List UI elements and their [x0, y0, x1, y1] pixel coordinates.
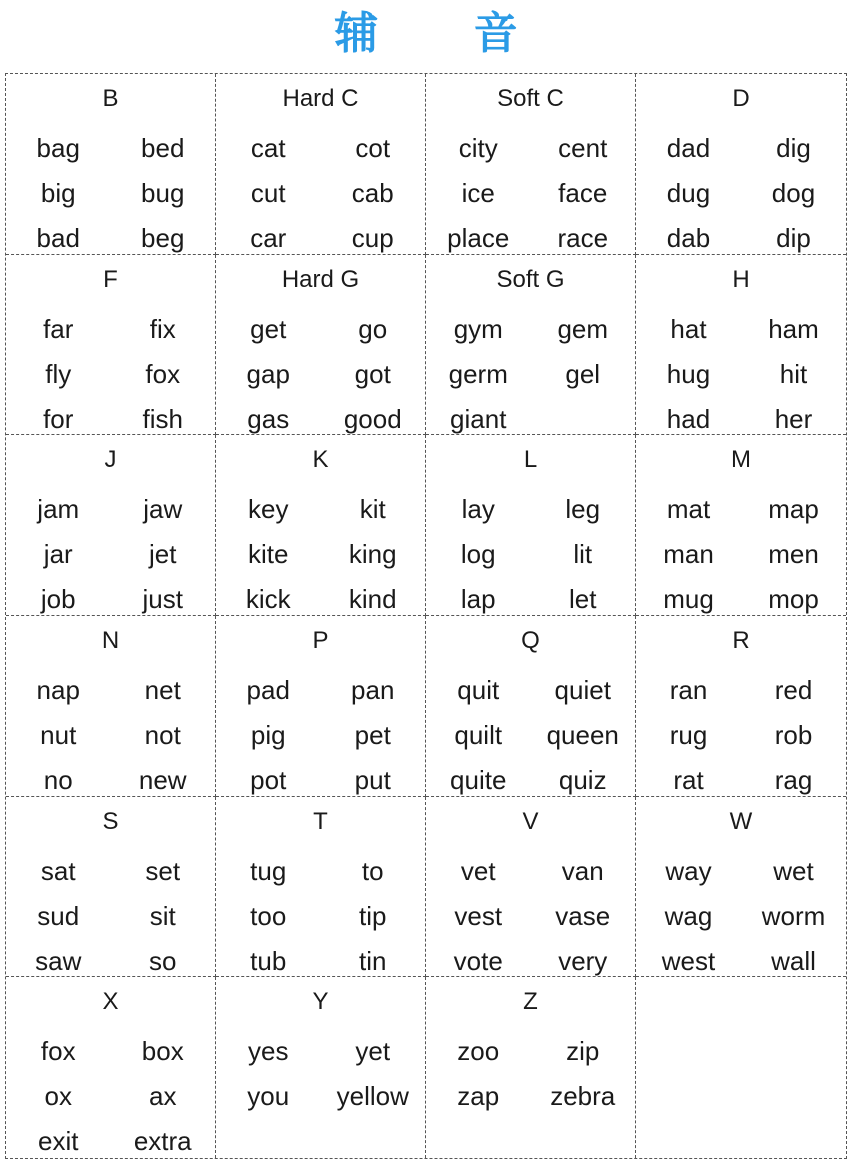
example-word: her — [774, 403, 813, 434]
example-word: wag — [664, 900, 713, 931]
example-word: leg — [565, 494, 601, 525]
consonant-cell — [426, 616, 636, 797]
example-word: rag — [774, 765, 813, 795]
example-word: ax — [149, 1081, 177, 1112]
consonant-cell — [426, 435, 636, 616]
word-list — [426, 307, 635, 442]
example-word: kit — [359, 494, 386, 525]
consonant-cell — [636, 435, 846, 616]
consonant-cell — [216, 74, 426, 255]
consonant-cell — [216, 255, 426, 436]
example-word: kick — [245, 584, 291, 615]
page-title: 辅 音 — [334, 8, 558, 59]
example-word: wet — [773, 855, 814, 886]
example-word: not — [144, 720, 181, 750]
example-word: job — [40, 584, 76, 615]
example-word: nut — [40, 720, 77, 750]
example-word: saw — [35, 945, 82, 976]
word-list — [636, 307, 846, 442]
example-word: pet — [354, 720, 391, 750]
consonant-heading: X — [102, 988, 119, 1016]
word-list — [216, 668, 425, 803]
example-word: cat — [250, 133, 286, 163]
consonant-cell — [426, 74, 636, 255]
example-word: dad — [666, 133, 711, 163]
example-word: fly — [45, 358, 72, 389]
example-word: big — [40, 178, 76, 208]
example-word: so — [149, 945, 177, 976]
example-word: red — [774, 675, 813, 705]
example-word: pad — [246, 675, 290, 705]
example-word: just — [142, 584, 183, 615]
example-word: far — [43, 313, 74, 344]
word-list — [6, 487, 215, 622]
example-word: tip — [359, 900, 387, 931]
consonant-cell — [216, 616, 426, 797]
example-word: worm — [761, 900, 826, 931]
example-word: fish — [142, 403, 183, 434]
consonant-heading: L — [523, 446, 538, 474]
consonant-heading: T — [313, 807, 328, 835]
example-word: wall — [771, 945, 816, 976]
example-word: germ — [448, 358, 508, 389]
consonant-heading: M — [731, 446, 751, 474]
example-word: car — [250, 223, 287, 253]
word-list — [6, 668, 215, 803]
example-word — [426, 1119, 531, 1164]
consonant-heading: Hard G — [281, 265, 360, 293]
example-word — [321, 1119, 426, 1164]
example-word — [216, 1119, 321, 1164]
consonant-cell — [636, 616, 846, 797]
consonant-table — [5, 73, 847, 1159]
word-list — [426, 1029, 635, 1164]
consonant-cell — [636, 797, 846, 978]
example-word: yes — [248, 1036, 289, 1067]
example-word: west — [661, 945, 716, 976]
consonant-cell — [426, 977, 636, 1158]
example-word: dig — [776, 133, 811, 163]
consonant-heading: S — [102, 807, 119, 835]
example-word: mop — [768, 584, 819, 615]
word-list — [636, 1029, 846, 1164]
example-word — [741, 1119, 846, 1164]
example-word: zebra — [550, 1081, 616, 1112]
consonant-heading: K — [312, 446, 329, 474]
consonant-cell — [216, 435, 426, 616]
example-word: good — [343, 403, 402, 434]
example-word: set — [145, 855, 181, 886]
consonant-cell — [636, 255, 846, 436]
example-word: you — [247, 1081, 290, 1112]
example-word: quilt — [454, 720, 503, 750]
example-word: beg — [141, 223, 185, 253]
example-word: ham — [768, 313, 819, 344]
example-word: cot — [355, 133, 391, 163]
example-word: dog — [771, 178, 816, 208]
example-word: race — [557, 223, 609, 253]
example-word: dug — [666, 178, 711, 208]
word-list — [6, 1029, 215, 1164]
example-word: man — [663, 539, 714, 570]
example-word: bad — [36, 223, 80, 253]
example-word: ox — [44, 1081, 72, 1112]
consonant-cell — [636, 74, 846, 255]
example-word: gas — [247, 403, 290, 434]
example-word — [741, 1029, 846, 1074]
example-word: for — [43, 403, 74, 434]
consonant-heading: F — [103, 265, 118, 293]
example-word — [636, 1074, 741, 1119]
word-list — [636, 487, 846, 622]
word-list — [636, 126, 846, 261]
example-word: new — [138, 765, 187, 795]
word-list — [216, 1029, 425, 1164]
example-word: cab — [351, 178, 394, 208]
example-word: kind — [348, 584, 397, 615]
word-list — [636, 668, 846, 803]
example-word: quiz — [558, 765, 607, 795]
example-word: rug — [669, 720, 708, 750]
consonant-heading: Soft G — [496, 265, 565, 293]
example-word: gym — [453, 313, 503, 344]
consonant-cell — [6, 74, 216, 255]
example-word: to — [361, 855, 384, 886]
word-list — [426, 668, 635, 803]
word-list — [6, 849, 215, 984]
example-word: queen — [546, 720, 619, 750]
example-word: fix — [149, 313, 176, 344]
consonant-heading: V — [522, 807, 539, 835]
consonant-cell — [6, 616, 216, 797]
example-word: jet — [149, 539, 177, 570]
example-word: ran — [669, 675, 708, 705]
example-word: jaw — [143, 494, 183, 525]
example-word: vest — [454, 900, 503, 931]
consonant-heading: Hard C — [282, 85, 359, 112]
example-word: men — [768, 539, 819, 570]
example-word: get — [250, 313, 287, 344]
example-word: face — [558, 178, 608, 208]
example-word: jam — [37, 494, 80, 525]
consonant-heading: Soft C — [497, 85, 564, 112]
example-word: go — [358, 313, 388, 344]
example-word: box — [141, 1036, 184, 1067]
consonant-heading: P — [312, 627, 329, 654]
consonant-cell — [216, 797, 426, 978]
example-word: jar — [43, 539, 73, 570]
example-word: net — [144, 675, 181, 705]
example-word: sit — [149, 900, 176, 931]
example-word — [636, 1119, 741, 1164]
example-word: extra — [133, 1126, 192, 1157]
example-word: zap — [457, 1081, 500, 1112]
example-word: vet — [460, 855, 496, 886]
example-word: cup — [351, 223, 394, 253]
word-list — [426, 126, 635, 261]
example-word: gel — [565, 358, 601, 389]
word-list — [216, 487, 425, 622]
example-word: bed — [141, 133, 185, 163]
example-word: rob — [774, 720, 813, 750]
example-word: kite — [248, 539, 289, 570]
example-word: pan — [351, 675, 395, 705]
example-word: ice — [461, 178, 495, 208]
example-word: hug — [666, 358, 711, 389]
word-list — [216, 849, 425, 984]
example-word: place — [447, 223, 510, 253]
example-word: map — [768, 494, 819, 525]
word-list — [636, 849, 846, 984]
word-list — [216, 307, 425, 442]
example-word: tin — [359, 945, 387, 976]
example-word: hit — [779, 358, 808, 389]
example-word: lap — [460, 584, 496, 615]
consonant-heading: Z — [523, 988, 538, 1016]
consonant-cell — [6, 977, 216, 1158]
consonant-cell — [216, 977, 426, 1158]
example-word: quit — [457, 675, 500, 705]
example-word: tub — [250, 945, 287, 976]
example-word: cut — [250, 178, 286, 208]
example-word: vase — [555, 900, 611, 931]
example-word: dab — [666, 223, 711, 253]
example-word: bag — [36, 133, 80, 163]
consonant-cell — [426, 255, 636, 436]
example-word: lit — [573, 539, 593, 570]
consonant-cell — [636, 977, 846, 1158]
consonant-heading: D — [732, 85, 750, 112]
example-word: dip — [776, 223, 811, 253]
example-word: bug — [141, 178, 185, 208]
example-word: had — [666, 403, 711, 434]
consonant-heading: Q — [521, 627, 540, 654]
example-word: too — [250, 900, 287, 931]
example-word — [741, 1074, 846, 1119]
example-word — [636, 1029, 741, 1074]
example-word: fox — [145, 358, 181, 389]
word-list — [426, 487, 635, 622]
consonant-cell — [6, 255, 216, 436]
example-word: sat — [40, 855, 76, 886]
example-word: nap — [36, 675, 80, 705]
example-word: very — [558, 945, 608, 976]
example-word: quiet — [554, 675, 611, 705]
example-word: zip — [566, 1036, 600, 1067]
consonant-heading: H — [732, 265, 750, 293]
example-word: lay — [461, 494, 495, 525]
example-word: mug — [663, 584, 714, 615]
example-word: yet — [355, 1036, 391, 1067]
consonant-heading: J — [104, 446, 117, 474]
word-list — [426, 849, 635, 984]
example-word: quite — [450, 765, 507, 795]
consonant-heading: N — [101, 627, 120, 654]
example-word: pot — [250, 765, 287, 795]
example-word: sud — [37, 900, 80, 931]
example-word: gem — [557, 313, 609, 344]
example-word: zoo — [457, 1036, 500, 1067]
consonant-heading: R — [732, 627, 750, 654]
example-word: log — [460, 539, 496, 570]
example-word: giant — [450, 403, 507, 434]
example-word: rat — [673, 765, 704, 795]
word-list — [6, 307, 215, 442]
example-word: gap — [246, 358, 290, 389]
example-word: exit — [38, 1126, 79, 1157]
example-word: fox — [40, 1036, 76, 1067]
consonant-heading: Y — [312, 988, 329, 1016]
example-word: mat — [666, 494, 711, 525]
example-word: no — [43, 765, 73, 795]
example-word: hat — [670, 313, 707, 344]
consonant-cell — [426, 797, 636, 978]
consonant-heading: B — [102, 85, 119, 112]
example-word: vote — [453, 945, 503, 976]
consonant-cell — [6, 797, 216, 978]
example-word: pig — [250, 720, 286, 750]
consonant-cell — [6, 435, 216, 616]
word-list — [6, 126, 215, 261]
example-word: got — [354, 358, 391, 389]
example-word — [531, 1119, 636, 1164]
example-word: city — [458, 133, 498, 163]
example-word: king — [348, 539, 397, 570]
example-word: key — [248, 494, 289, 525]
example-word: tug — [250, 855, 287, 886]
example-word: put — [354, 765, 391, 795]
example-word: way — [665, 855, 712, 886]
example-word: van — [561, 855, 604, 886]
example-word: let — [569, 584, 597, 615]
word-list — [216, 126, 425, 261]
example-word: cent — [558, 133, 608, 163]
consonant-heading: W — [729, 807, 753, 835]
example-word: yellow — [336, 1081, 409, 1112]
